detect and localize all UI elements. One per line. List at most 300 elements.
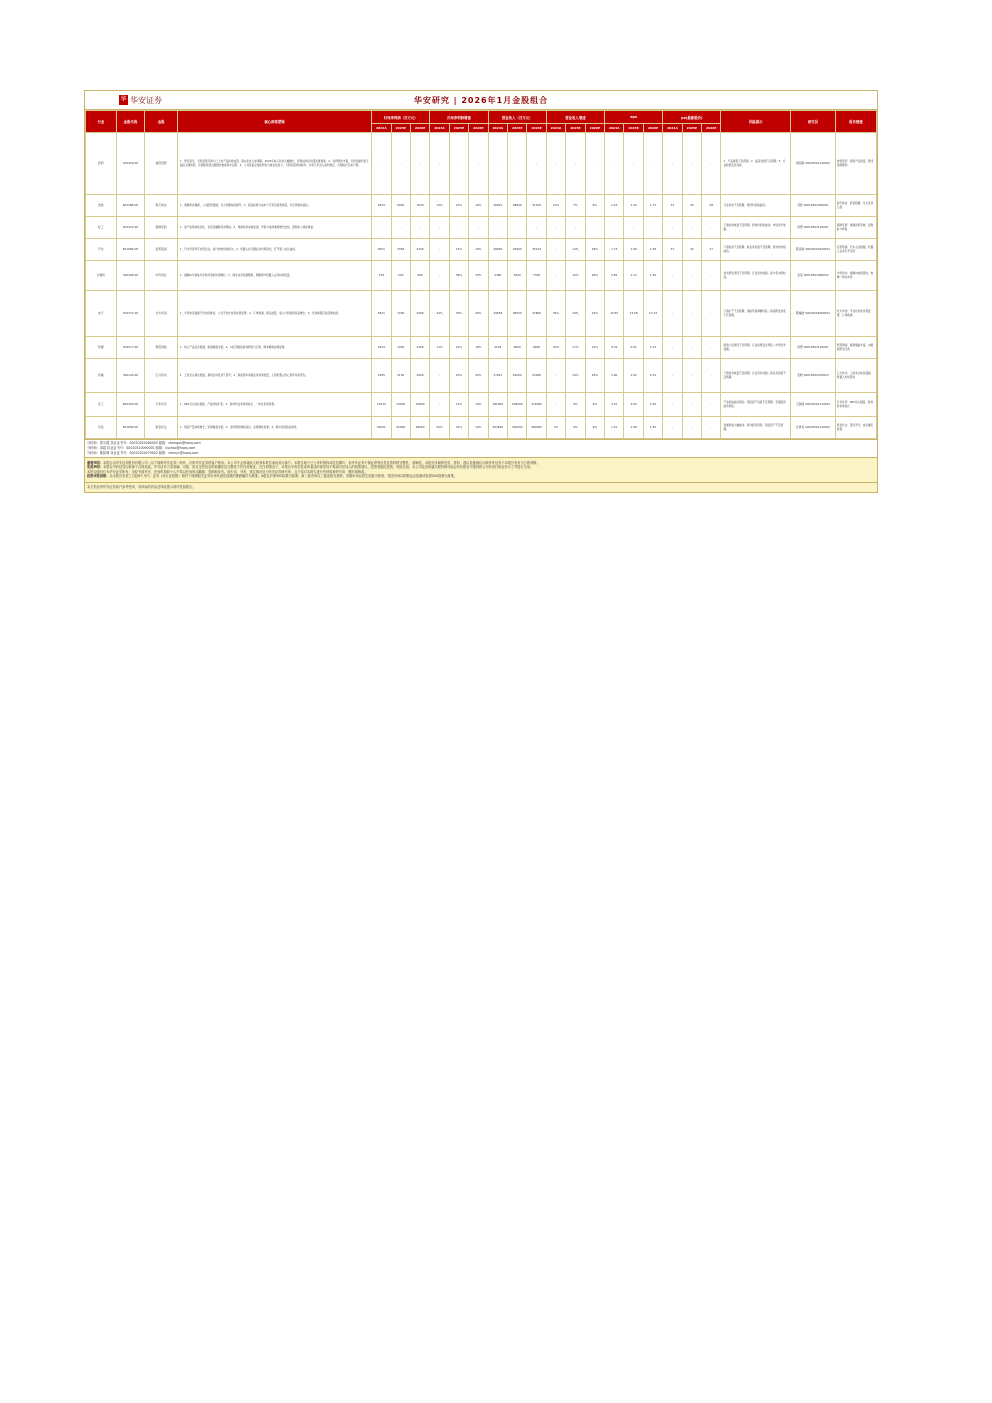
cell-gr: 33%	[469, 261, 488, 291]
cell-rg: 9%	[585, 393, 604, 417]
cell-rg: 15%	[566, 261, 585, 291]
cell-eps: 2.36	[643, 239, 662, 261]
disclaimer-text: 本报告由华安证券股份有限公司（以下简称华安证券）制作，仅供华安证券的客户使用。本公司不会因接收人收到本报告而视其为客户。本报告基于已公开的资料或信息撰写，但华安证券不保证该等信息及资料的完整性、准确性。本报告所载的信息、资料、建议及推测仅反映华安证券于本报告发布当日的判断。	[102, 461, 540, 465]
cell-coverage: 海天味业：经营稳健，龙头优势凸显	[835, 195, 876, 217]
cell-rev: 37041	[488, 359, 507, 393]
cell-np: -	[391, 217, 410, 239]
cell-pe: -	[682, 393, 701, 417]
cell-gr: -	[430, 261, 449, 291]
table-row	[86, 337, 877, 359]
cell-rev: -	[488, 133, 507, 195]
cell-pe: 28	[702, 195, 721, 217]
cell-analyst: 谭国超 S0010521120002	[790, 133, 835, 195]
cell-coverage: 箭牌家居：渠道改革见效，盈利能力修复	[835, 217, 876, 239]
year-header: 2026E	[585, 124, 604, 133]
year-header: 2026E	[469, 124, 488, 133]
cell-np: 1950	[391, 337, 410, 359]
cell-pe: 30	[682, 195, 701, 217]
cell-gr: 31%	[449, 417, 468, 439]
cell-rg: 3%	[546, 417, 565, 439]
cell-np: 1634	[372, 337, 391, 359]
cell-eps: 1.99	[624, 239, 643, 261]
cell-pe: -	[682, 417, 701, 439]
cell-name: 中科创达	[145, 261, 178, 291]
cell-pe: -	[663, 217, 682, 239]
cell-logic: 1、地产政策持续优化，存量房翻新需求释放；2、渠道改革成效显现，零售与电商渠道增长较快，盈利能力逐步修复。	[177, 217, 371, 239]
disclaimer-label: 免责声明：	[87, 465, 103, 470]
cell-np: 48000	[410, 417, 429, 439]
header-analyst: 研究员	[790, 111, 835, 133]
year-header: 2024A	[372, 124, 391, 133]
year-header: 2024A	[663, 124, 682, 133]
cell-rg: 18%	[585, 359, 604, 393]
cell-gr: 14%	[469, 417, 488, 439]
cell-rg: -	[546, 239, 565, 261]
cell-gr: 10%	[469, 195, 488, 217]
cell-np: 3456	[391, 239, 410, 261]
cell-logic: 1、半导体设备国产化持续推进，公司平台化布局优势显著；2、订单饱满，新品放量，收入与利润保持高增长；3、先进制程设备突破加速。	[177, 291, 371, 337]
cell-rev: 182069	[488, 393, 507, 417]
cell-name: 万华化学	[145, 393, 178, 417]
cell-rg: 9%	[585, 417, 604, 439]
cell-risk: 下游需求恢复不及预期；原材料价格波动；市场竞争加剧。	[721, 217, 790, 239]
cell-eps: -	[643, 133, 662, 195]
cell-name: 海天味业	[145, 195, 178, 217]
cell-pe: -	[702, 133, 721, 195]
cell-gr: -	[449, 133, 468, 195]
cell-np: 3001	[372, 239, 391, 261]
cell-industry: 轻工	[86, 217, 117, 239]
cell-rev: -	[527, 217, 546, 239]
year-header: 2026E	[410, 124, 429, 133]
cell-eps: 1.92	[624, 359, 643, 393]
cell-eps: 4.15	[605, 393, 624, 417]
cell-code: 001322.SZ	[116, 217, 145, 239]
cell-np: 7630	[410, 195, 429, 217]
cell-name: 恺英网络	[145, 337, 178, 359]
cell-pe: 32	[682, 239, 701, 261]
cell-rg: -	[566, 217, 585, 239]
cell-industry: 传媒	[86, 337, 117, 359]
header-net-profit: 归母净利润（百万元）	[372, 111, 430, 124]
cell-rg: 15%	[585, 337, 604, 359]
cell-gr: 10%	[449, 195, 468, 217]
cell-np: 32051	[372, 417, 391, 439]
cell-rg: 19%	[566, 359, 585, 393]
cell-rg: -	[585, 133, 604, 195]
cell-eps: -	[624, 133, 643, 195]
cell-analyst: 王强峰 S0010522110001	[790, 393, 835, 417]
cell-code: 300124.SZ	[116, 359, 145, 393]
cell-pe: -	[663, 337, 682, 359]
cell-gr: -	[469, 217, 488, 239]
cell-analyst: 陈耀波 S0010523060001	[790, 291, 835, 337]
year-header: 2026E	[527, 124, 546, 133]
cell-logic: 1、核心产品流水稳健，新游储备丰富；2、AI应用赋能游戏研发与运营，降本增效成效显著。	[177, 337, 371, 359]
table-row	[86, 217, 877, 239]
cell-name: 拓普集团	[145, 239, 178, 261]
cell-pe: -	[702, 417, 721, 439]
cell-coverage: 汇川技术：工控龙头地位稳固，机器人布局领先	[835, 359, 876, 393]
cell-rev: 29900	[507, 239, 526, 261]
header-revenue: 营业收入（百万元）	[488, 111, 546, 124]
cell-name: 迪哲医药	[145, 133, 178, 195]
cell-rev: 360000	[527, 417, 546, 439]
cell-rev: 52000	[527, 359, 546, 393]
cell-industry: 医药	[86, 133, 117, 195]
cell-name: 北方华创	[145, 291, 178, 337]
cell-gr: 16%	[469, 393, 488, 417]
cell-pe: -	[663, 261, 682, 291]
cell-gr: -	[430, 217, 449, 239]
cell-rev: 198000	[507, 393, 526, 417]
cell-rev: 330000	[507, 417, 526, 439]
cell-rev: -	[507, 217, 526, 239]
header-eps: eps	[605, 111, 663, 124]
cell-risk: 产品价格波动风险；项目投产进度不及预期；宏观经济波动风险。	[721, 393, 790, 417]
cell-rev: -	[527, 133, 546, 195]
cell-np: 14500	[391, 393, 410, 417]
cell-analyst: 张帆 S0010522070003	[790, 359, 835, 393]
cell-eps: 1.81	[643, 417, 662, 439]
cell-rev: 31100	[527, 195, 546, 217]
cell-rev: -	[488, 217, 507, 239]
cell-gr: -	[430, 133, 449, 195]
cell-rev: 29838	[488, 291, 507, 337]
cell-logic: 1、铜金产量持续增长，资源储备丰富；2、金价铜价维持高位，业绩弹性显著；3、海外项目稳步推进。	[177, 417, 371, 439]
year-header: 2025E	[566, 124, 585, 133]
year-header: 2026E	[702, 124, 721, 133]
cell-industry: 汽车	[86, 239, 117, 261]
cell-eps: -	[605, 217, 624, 239]
cell-np: 16800	[410, 393, 429, 417]
table-row	[86, 239, 877, 261]
table-row	[86, 261, 877, 291]
cell-coverage: 迪哲医药：两款产品放量，管线进展顺利	[835, 133, 876, 195]
cell-rg: 24%	[585, 291, 604, 337]
cell-eps: 1.50	[643, 261, 662, 291]
analyst-list	[85, 439, 877, 457]
company-logo	[119, 94, 162, 106]
cell-pe: -	[663, 359, 682, 393]
cell-eps: 1.21	[605, 417, 624, 439]
cell-code: 301459.SZ	[116, 133, 145, 195]
cell-gr: 30%	[449, 291, 468, 337]
cell-pe: -	[702, 217, 721, 239]
cell-rg: -	[546, 359, 565, 393]
cell-eps: 13.68	[624, 291, 643, 337]
cell-logic: 1、渠道库存健康，公司经营稳健，龙头份额持续提升；2、新品拓展与成本下行带动盈利改善，分红率维持高位。	[177, 195, 371, 217]
cell-gr: -	[449, 217, 468, 239]
cell-np: -	[372, 133, 391, 195]
table-row	[86, 393, 877, 417]
cell-np: 42000	[391, 417, 410, 439]
cell-pe: -	[682, 261, 701, 291]
cell-logic: 1、舒沃替尼、戈利昔替尼两大已上市产品持续放量，商业化进入加速期。2025年收入同比大幅增长，医保谈判后放量显著提速。2、在研管线丰富，多款创新药处于临床关键阶段，有望陆续读出数据并推进海外注册。3、公司具备全球化研发与商业化能力，亏损有望持续收窄，未来几年进入盈利拐点，长期成长空间广阔。	[177, 133, 371, 195]
cell-rg: 9%	[566, 417, 585, 439]
cell-rev: 47800	[527, 291, 546, 337]
year-header: 2025E	[391, 124, 410, 133]
cell-pe: 27	[702, 239, 721, 261]
cell-np: 520	[391, 261, 410, 291]
cell-gr: 19%	[469, 239, 488, 261]
disclaimer-paragraph	[87, 474, 875, 478]
header-code: 金股代码	[116, 111, 145, 133]
header-growth: 归母净利润增速	[430, 111, 488, 124]
cell-gr: -	[469, 133, 488, 195]
cell-eps: 1.37	[643, 195, 662, 217]
cell-eps: 1.73	[605, 239, 624, 261]
cell-coverage: 拓普集团：汽车主业稳健，机器人业务打开空间	[835, 239, 876, 261]
cell-industry: 有色	[86, 417, 117, 439]
report-title: 华安研究 | 2026年1月金股组合	[413, 95, 549, 105]
cell-rg: -	[546, 261, 565, 291]
cell-eps: 1.25	[624, 195, 643, 217]
cell-pe: 33	[663, 195, 682, 217]
cell-rev: -	[507, 133, 526, 195]
cell-eps: 0.82	[605, 261, 624, 291]
cell-risk: 下游扩产不及预期；国际贸易摩擦风险；新品研发进度不及预期。	[721, 291, 790, 337]
disclaimer-text: 本报告版权仅为华安证券所有，未经书面许可，任何机构和个人不得以任何形式翻版、复制和发布。如引用、刊发，需注明出处为华安证券研究所，且不得对本报告进行有悖原意的引用、删节和修改。	[87, 469, 368, 474]
cell-eps: 0.91	[624, 337, 643, 359]
cell-logic: 1、工控龙头地位稳固，通用自动化景气回升；2、新能源车电驱业务快速放量，人形机器人核心部件布局领先。	[177, 359, 371, 393]
cell-rev: 7300	[527, 261, 546, 291]
cell-pe: -	[702, 291, 721, 337]
cell-risk: 下游需求不及预期；新业务拓展不及预期；原材料价格波动。	[721, 239, 790, 261]
cell-code: 601689.SH	[116, 239, 145, 261]
cell-np: 6200	[410, 359, 429, 393]
cell-pe: -	[702, 359, 721, 393]
cell-rev: 44000	[507, 359, 526, 393]
cell-industry: 食饮	[86, 195, 117, 217]
cell-code: 600309.SH	[116, 393, 145, 417]
disclaimer-text: 本报告中的信息均来源于合规渠道，华安证券力求准确、可靠，但对这些信息的准确性及完整性不作任何保证。在任何情况下，本报告中的信息或所表述的意见均不构成对任何人的投资建议，投资者据此投资，风险自担。本公司及其所属关联机构可能会持有报告中提到的公司所发行的证券头寸并进行交易。	[102, 465, 534, 470]
disclaimer-label: 重要声明：	[87, 461, 103, 465]
cell-np: 2300	[410, 337, 429, 359]
disclaimer-block	[85, 457, 877, 482]
cell-gr: 18%	[469, 337, 488, 359]
year-header: 2026E	[643, 124, 662, 133]
title-bar	[85, 91, 877, 110]
cell-np: -	[410, 133, 429, 195]
cell-eps: -	[643, 217, 662, 239]
cell-code: 601899.SH	[116, 417, 145, 439]
cell-pe: -	[682, 291, 701, 337]
header-coverage: 报告链接	[835, 111, 876, 133]
cell-analyst: 邓欣 S0010522060001	[790, 195, 835, 217]
cell-rg: 17%	[566, 337, 585, 359]
cell-np: 7290	[391, 291, 410, 337]
cell-np: -	[372, 217, 391, 239]
cell-risk: 技术研发进度不及预期；行业竞争加剧；客户集中度较高。	[721, 261, 790, 291]
cell-analyst: 徐偲 S0010523120001	[790, 337, 835, 359]
table-row	[86, 417, 877, 439]
cell-gr: 52%	[430, 417, 449, 439]
cell-gr: 26%	[469, 291, 488, 337]
cell-pe: -	[663, 417, 682, 439]
cell-rev: 28800	[507, 195, 526, 217]
golden-stock-table	[85, 110, 877, 439]
header-pe: pe(最新股价)	[663, 111, 721, 124]
year-header: 2024A	[605, 124, 624, 133]
cell-rev: 35414	[527, 239, 546, 261]
cell-np: -	[391, 133, 410, 195]
cell-eps: 1.58	[624, 417, 643, 439]
year-header: 2025E	[624, 124, 643, 133]
cell-risk: 下游需求恢复不及预期；行业竞争加剧；新业务拓展不及预期。	[721, 359, 790, 393]
cell-rg: -	[546, 133, 565, 195]
cell-rg: 8%	[585, 195, 604, 217]
cell-code: 603288.SH	[116, 195, 145, 217]
cell-rg: 29%	[566, 291, 585, 337]
cell-pe: -	[682, 133, 701, 195]
cell-coverage: 恺英网络：新游储备丰富，AI赋能研发运营	[835, 337, 876, 359]
cell-gr: -	[430, 393, 449, 417]
cell-eps: 2.31	[643, 359, 662, 393]
cell-gr: 20%	[449, 359, 468, 393]
cell-name: 紫金矿业	[145, 417, 178, 439]
cell-eps: 4.62	[624, 393, 643, 417]
cell-gr: 12%	[430, 195, 449, 217]
table-row	[86, 133, 877, 195]
cell-risk: 金属价格大幅波动；海外经营风险；项目投产不及预期。	[721, 417, 790, 439]
cell-logic: 1、MDI龙头地位稳固，产能持续扩张；2、新材料业务快速成长，一体化优势显著。	[177, 393, 371, 417]
cell-eps: 10.55	[605, 291, 624, 337]
cell-analyst: 金荣 S0010521080002	[790, 261, 835, 291]
cell-rg: 18%	[585, 239, 604, 261]
cell-pe: -	[702, 393, 721, 417]
cell-gr: 19%	[449, 337, 468, 359]
cell-rg: 20%	[546, 337, 565, 359]
report-sheet	[84, 90, 878, 493]
cell-rev: 6000	[507, 337, 526, 359]
cell-rg: 35%	[546, 291, 565, 337]
cell-code: 300496.SZ	[116, 261, 145, 291]
header-industry: 行业	[86, 111, 117, 133]
cell-name: 箭牌家居	[145, 217, 178, 239]
year-header: 2025E	[507, 124, 526, 133]
cell-rg: 9%	[566, 393, 585, 417]
header-risk: 风险提示	[721, 111, 790, 133]
cell-np: 4100	[410, 239, 429, 261]
cell-rg: -	[546, 393, 565, 417]
cell-rev: 26901	[488, 195, 507, 217]
logo-mark-icon: 华	[120, 96, 127, 103]
logo-text: 华安证券	[130, 95, 162, 105]
cell-pe: -	[682, 359, 701, 393]
cell-eps: 17.23	[643, 291, 662, 337]
disclaimer-label: 投资评级说明：	[87, 474, 110, 479]
cell-rev: 215000	[527, 393, 546, 417]
cell-np: 5621	[372, 291, 391, 337]
cell-pe: -	[663, 291, 682, 337]
analyst-line: 分析师：郑小霞 执业证书号：S0010520080003 邮箱：zhengxx@hazq.com	[87, 441, 201, 445]
cell-gr: 44%	[430, 291, 449, 337]
cell-eps: 1.07	[643, 337, 662, 359]
cell-gr: 15%	[449, 239, 468, 261]
cell-industry: 化工	[86, 393, 117, 417]
cell-eps: 1.14	[605, 195, 624, 217]
cell-eps: 1.60	[605, 359, 624, 393]
table-body	[86, 133, 877, 439]
cell-gr: 38%	[449, 261, 468, 291]
cell-np: 6344	[372, 195, 391, 217]
cell-rg: 10%	[546, 195, 565, 217]
cell-pe: -	[702, 337, 721, 359]
cell-np: 378	[372, 261, 391, 291]
cell-logic: 1、端侧AI与智能汽车软件需求快速增长；2、海外业务拓展顺利，物联网与机器人业务持续放量。	[177, 261, 371, 291]
cell-code: 002517.SZ	[116, 337, 145, 359]
cell-np: 5150	[391, 359, 410, 393]
cell-rg: -	[546, 217, 565, 239]
cell-rg: -	[585, 217, 604, 239]
cell-code: 002371.SZ	[116, 291, 145, 337]
cell-rg: 12%	[566, 239, 585, 261]
cell-pe: -	[663, 393, 682, 417]
cell-np: 6950	[391, 195, 410, 217]
table-row	[86, 291, 877, 337]
cell-np: -	[410, 217, 429, 239]
cell-eps: -	[605, 133, 624, 195]
cell-gr: 20%	[469, 359, 488, 393]
cell-pe: -	[682, 337, 701, 359]
cell-industry: 电子	[86, 291, 117, 337]
cell-eps: -	[624, 217, 643, 239]
cell-gr: 11%	[430, 337, 449, 359]
cell-coverage: 紫金矿业：量价齐升，成长确定性强	[835, 417, 876, 439]
cell-analyst: 徐偲 S0010523120001	[790, 217, 835, 239]
cell-industry: 机械	[86, 359, 117, 393]
cell-np: 4285	[372, 359, 391, 393]
header-rev-growth: 营业收入增速	[546, 111, 604, 124]
cell-np: 9180	[410, 291, 429, 337]
cell-gr: 11%	[449, 393, 468, 417]
cell-analyst: 许勇其 S0010522110002	[790, 417, 835, 439]
year-header: 2025E	[682, 124, 701, 133]
cell-rev: 6900	[527, 337, 546, 359]
cell-rg: 18%	[585, 261, 604, 291]
cell-coverage: 中科创达：端侧AI加速落地，软硬一体化布局	[835, 261, 876, 291]
cell-analyst: 陈佳敏 S0010524020001	[790, 239, 835, 261]
cell-rev: 6200	[507, 261, 526, 291]
cell-pe: 37	[663, 239, 682, 261]
cell-rg: -	[566, 133, 585, 195]
cell-eps: 1.13	[624, 261, 643, 291]
analyst-line: 分析师：陈韵骋 执业证书号：S0010524070002 邮箱：chenyc@hazq.com	[87, 451, 199, 455]
cell-risk: 1、产品销售不及预期；2、临床进展不及预期；3、行业政策变化风险。	[721, 133, 790, 195]
cell-coverage: 北方华创：平台化布局优势显著，订单饱满	[835, 291, 876, 337]
cell-np: 690	[410, 261, 429, 291]
cell-np: 13033	[372, 393, 391, 417]
cell-logic: 1、汽车零部件平台型企业，客户结构持续优化；2、机器人执行器业务布局领先，打开第二成长曲线。	[177, 239, 371, 261]
cell-rev: 26600	[488, 239, 507, 261]
cell-risk: 行业需求不及预期；原材料价格波动。	[721, 195, 790, 217]
cell-pe: -	[682, 217, 701, 239]
cell-name: 汇川技术	[145, 359, 178, 393]
analyst-line: 分析师：刘超 执业证书号：S0010520090001 邮箱：liuchao@hazq.com	[87, 446, 196, 450]
cell-rev: 303640	[488, 417, 507, 439]
cell-gr: -	[430, 359, 449, 393]
table-row	[86, 359, 877, 393]
header-logic: 核心推荐逻辑	[177, 111, 371, 133]
cell-rg: 7%	[566, 195, 585, 217]
cell-rev: 5118	[488, 337, 507, 359]
year-header: 2024A	[430, 124, 449, 133]
cell-pe: -	[702, 261, 721, 291]
cell-gr: -	[430, 239, 449, 261]
cell-rev: 5380	[488, 261, 507, 291]
disclaimer-text: 以本报告发布之日起6个月内，证券（或行业指数）相对于同期相关证券市场代表性指数的涨跌幅作为基准。A股以沪深300指数为基准；新三板市场以三板成指为基准；香港市场以恒生指数为基准；美国市场以纳斯达克指数或标普500指数为基准。	[109, 474, 458, 479]
